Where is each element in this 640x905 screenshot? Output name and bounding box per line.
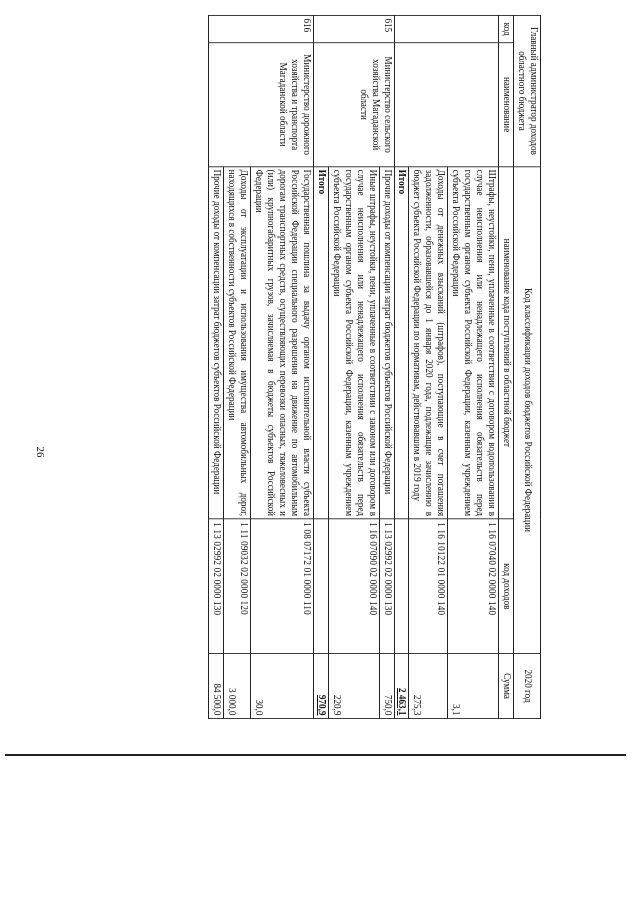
income-code-cell: 1 13 02992 02 0000 130 xyxy=(379,519,394,653)
income-code-cell: 1 13 02992 02 0000 130 xyxy=(209,519,224,653)
income-name-cell: Иные штрафы, неустойки, пени, уплаченные в соответствии с законом или договором в случае неисполнения или ненадлежащего исполнения обязательств перед государственным органом субъекта Российской Федерации, казенным учреждением субъекта Российской Федерации xyxy=(328,167,379,520)
income-name-cell: Прочие доходы от компенсации затрат бюджетов субъектов Российской Федерации xyxy=(379,167,394,520)
total-sum: 970,9 xyxy=(313,653,328,718)
income-name-cell: Доходы от эксплуатации и использования имущества автомобильных дорог, находящихся в собственности субъектов Российской Федерации xyxy=(224,167,251,520)
income-name-cell: Государственная пошлина за выдачу органом исполнительной власти субъекта Российской Федерации специального разрешения на движение по автомобильным дорогам транспортных средств, осуществляющих перевозки опасных, тяжеловесных и (или) крупногабаритных грузов, зачисляемая в бюджеты субъектов Российской Федерации xyxy=(251,167,314,520)
admin-code-cell: 616 xyxy=(209,15,314,42)
header-admin-code: код xyxy=(499,15,514,42)
income-code-cell xyxy=(394,519,409,653)
admin-code-cell xyxy=(394,15,499,42)
income-name-cell: Прочие доходы от компенсации затрат бюджетов субъектов Российской Федерации xyxy=(209,167,224,520)
total-label: Итого xyxy=(394,167,409,520)
sum-cell: 275,3 xyxy=(409,653,448,718)
table-canvas xyxy=(61,15,541,719)
income-code-cell: 1 16 07040 02 0000 140 xyxy=(448,519,499,653)
table-row xyxy=(251,15,314,718)
admin-code-cell: 615 xyxy=(313,15,394,42)
admin-name-cell: Министерство дорожного хозяйства и транспорта Магаданской области xyxy=(209,43,314,167)
income-name-cell: Штрафы, неустойки, пени, уплаченные в соответствии с договором водопользования в случае неисполнения или ненадлежащего исполнения обязательств перед государственным органом субъекта Российской Федерации, казенным учреждением субъекта Российской Федерации xyxy=(448,167,499,520)
header-income-name: наименование кода поступлений в областной бюджет xyxy=(499,167,514,520)
revenue-table xyxy=(208,15,541,719)
total-sum: 2 463,1 xyxy=(394,653,409,718)
sum-cell: 30,0 xyxy=(251,653,314,718)
sum-cell: 84 500,0 xyxy=(209,653,224,718)
header-admin-name: наименование xyxy=(499,43,514,167)
header-code-group: Код классификации доходов бюджетов Российской Федерации xyxy=(514,167,541,654)
income-code-cell: 1 16 07090 02 0000 140 xyxy=(328,519,379,653)
sum-cell: 3,1 xyxy=(448,653,499,718)
income-name-cell: Доходы от денежных взысканий (штрафов), поступающие в счет погашения задолженности, образовавшейся до 1 января 2020 года, подлежащие зачислению в бюджет субъекта Российской Федерации по нормативам, действовавшим в 2019 году xyxy=(409,167,448,520)
sum-cell: 3 000,0 xyxy=(224,653,251,718)
rotated-table-frame xyxy=(61,15,545,719)
header-year: 2020 год xyxy=(514,653,541,718)
income-code-cell: 1 08 07172 01 0000 110 xyxy=(251,519,314,653)
header-income-code: код доходов xyxy=(499,519,514,653)
table-row xyxy=(448,15,499,718)
income-code-cell: 1 11 09032 02 0000 120 xyxy=(224,519,251,653)
header-row-columns xyxy=(499,15,514,718)
income-code-cell: 1 16 10122 01 0000 140 xyxy=(409,519,448,653)
header-row-groups xyxy=(514,15,541,718)
page-number: 26 xyxy=(34,446,46,458)
page-bottom-rule xyxy=(5,754,626,756)
income-code-cell xyxy=(313,519,328,653)
sum-cell: 220,9 xyxy=(328,653,379,718)
table-row xyxy=(379,15,394,718)
admin-name-cell: Министерство сельского хозяйства Магаданской области xyxy=(313,43,394,167)
header-admin-group: Главный администратор доходов областного бюджета xyxy=(514,15,541,166)
sum-cell: 750,0 xyxy=(379,653,394,718)
admin-name-cell xyxy=(394,43,499,167)
header-sum: Сумма xyxy=(499,653,514,718)
total-label: Итого xyxy=(313,167,328,520)
